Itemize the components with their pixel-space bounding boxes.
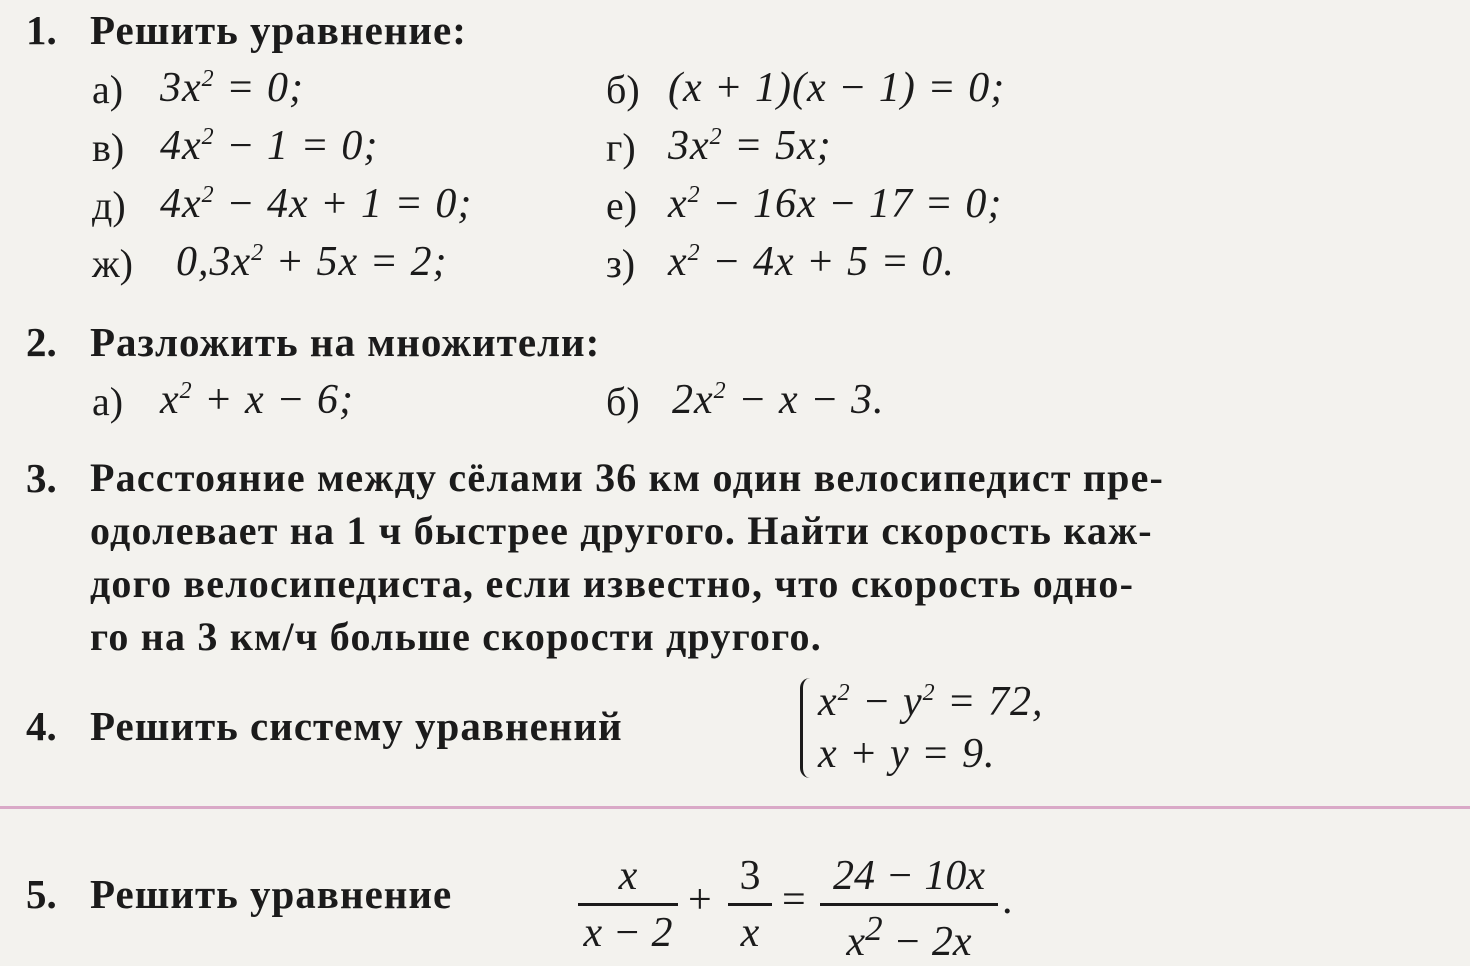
task1-item-expr: $x^2 - 4x + 5 = 0$. (668, 239, 955, 285)
task1-item-label: а) (92, 67, 124, 112)
task1-item-expr: $3x^2 = 0$; (160, 65, 304, 111)
task1-item-expr: $4x^2 - 4x + 1 = 0$; (160, 181, 473, 227)
fraction-bar (578, 903, 678, 906)
task3-line: одолевает на 1 ч быстрее другого. Найти скорость каж- (90, 508, 1153, 553)
divider-line (0, 806, 1470, 809)
task1-item-label: б) (606, 67, 640, 112)
task1-item-expr: $3x^2 = 5x$; (668, 123, 832, 169)
task2-heading: Разложить на множители: (90, 319, 601, 365)
task1-heading: Решить уравнение: (90, 7, 467, 53)
system-brace (800, 678, 817, 778)
task3-line: дого велосипедиста, если известно, что скорость одно- (90, 561, 1135, 606)
task1-item-expr: $4x^2 - 1 = 0$; (160, 123, 379, 169)
task2-item-label: б) (606, 379, 640, 424)
task4-equation-1: $x^2 - y^2 = 72$, (818, 679, 1044, 725)
period: . (1002, 877, 1013, 923)
plus-sign: + (688, 877, 712, 923)
fraction-3-numerator: 24 − 10x (833, 853, 985, 899)
task4-heading: Решить систему уравнений (90, 703, 623, 749)
task3-line: го на 3 км/ч больше скорости другого. (90, 614, 822, 659)
task1-item-label: д) (92, 183, 126, 228)
fraction-bar (820, 903, 998, 906)
task4-equation-2: x + y = 9. (818, 731, 996, 777)
fraction-3-denominator: $x^2 - 2x$ (846, 909, 972, 965)
task1-number: 1. (26, 7, 57, 53)
task1-item-expr: $x^2 - 16x - 17 = 0$; (668, 181, 1003, 227)
task4-number: 4. (26, 703, 57, 749)
task2-number: 2. (26, 319, 57, 365)
fraction-3 (820, 852, 998, 966)
task1-item-expr: (x + 1)(x − 1) = 0; (668, 65, 1006, 111)
fraction-1-denominator: x − 2 (583, 910, 673, 956)
equals-sign: = (782, 877, 806, 923)
task5-number: 5. (26, 871, 57, 917)
task1-item-label: г) (606, 125, 636, 170)
task2-item-expr: $2x^2 - x - 3$. (672, 377, 885, 423)
task3-line: Расстояние между сёлами 36 км один велосипедист пре- (90, 455, 1165, 500)
fraction-1 (578, 852, 678, 957)
task1-item-label: е) (606, 183, 638, 228)
task1-item-label: в) (92, 125, 125, 170)
fraction-1-numerator: x (618, 853, 638, 899)
task1-item-expr: $0,3x^2 + 5x = 2$; (176, 239, 448, 285)
task2-item-label: а) (92, 379, 124, 424)
fraction-2 (728, 852, 772, 957)
fraction-bar (728, 903, 772, 906)
fraction-2-denominator: x (740, 910, 760, 956)
task2-item-expr: $x^2 + x - 6$; (160, 377, 354, 423)
task1-item-label: ж) (92, 241, 133, 286)
task3-number: 3. (26, 455, 57, 501)
task1-item-label: з) (606, 241, 636, 286)
fraction-2-numerator: 3 (739, 853, 761, 899)
task5-heading: Решить уравнение (90, 871, 453, 917)
